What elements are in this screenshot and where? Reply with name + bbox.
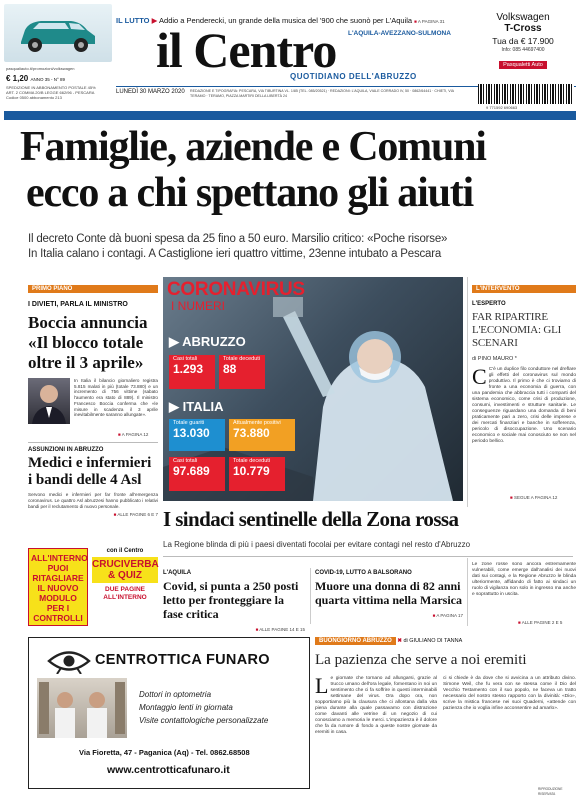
postal-line-2: ART. 2 COMMA 20/B LEGGE 662/96 - PESCARA: [6, 90, 95, 95]
editorial-address: REDAZIONE E TIPOGRAFIA: PESCARA, VIA TIBURTINA VL. 1/85 (TEL. 085/20521) · REDAZIONI: L'AQUILA, VIALE CORRADO IV, 50 · 0862/64441 · CHIETI, VIA TERAMO · TERAMO, PIAZZA MARTIRI DELLA LIBERTÀ 24: [190, 89, 454, 98]
masthead-title: il Centro: [156, 22, 337, 78]
masthead-logo[interactable]: [156, 22, 337, 78]
italia-positivi-box: [229, 419, 295, 451]
sindaci-ref: ■ ALLE PAGINE 2 E 5: [518, 620, 562, 625]
ad-name: CENTROTTICA FUNARO: [95, 652, 270, 668]
aquila-article[interactable]: [163, 570, 305, 632]
buongiorno-col-2: ci si chiede è da dove che si avvicina a un attributo divino. Simone Weil, che fu vera con se stessa come il Dio del Vecchio Testamento con il suo popolo, ne faceva un tratto necessario del nostro stesso rapporto con la divinità: «Dio», scrive la mistica francese nei suoi Quaderni, «attende con pazienza che io voglia infine acconsentire ad amarlo».: [443, 676, 576, 711]
primo-piano-text: In Italia il bilancio giornaliero registra 5.815 malati in più (totale 73.880) e un incremento di 756 vittime (sabato l'aumento era stato di 889). Il ministro Francesco Boccia conferma che «le misure in scadenza il 3 aprile inevitabilmente saranno allungate».: [74, 378, 158, 418]
ad-price: Tua da € 17.900: [492, 36, 554, 46]
ad-website[interactable]: www.centrotticafunaro.it: [107, 764, 230, 776]
price-value: € 1,20: [6, 74, 29, 83]
promo-title: CRUCIVERBA & QUIZ: [92, 559, 159, 581]
lutto-label: IL LUTTO: [116, 16, 150, 25]
ad-credit: pasqualiauto.it/promozioni/volkswagen: [6, 66, 75, 71]
ad-service-3: Visite contattologiche personalizzate: [139, 716, 269, 725]
headline-sub-1: Il decreto Conte dà buoni spesa da 25 fino a 50 euro. Marsilio critico: «Poche risorse»: [28, 233, 448, 245]
barcode-number: 9 771592 690663: [486, 105, 518, 110]
asl-ref: ■ ALLE PAGINE 6 E 7: [28, 512, 158, 517]
italia-positivi-label: Attualmente positivi: [233, 420, 281, 426]
headline-subtitle: [28, 232, 573, 262]
aquila-kicker: L'AQUILA: [163, 570, 192, 576]
column-divider: [467, 277, 468, 507]
asl-text: Servono medici e infermieri per far fronte all'emergenza coronavirus. Le quattro Asl abruzzesi hanno pubblicato i relativi bandi per il reclutamento di nuovo personale.: [28, 492, 158, 509]
price: [6, 74, 65, 83]
balsorano-article[interactable]: [315, 570, 463, 618]
sindaci-column-text: Le zone rosse sono ancora estremamente vulnerabili, come emerge dall'analisi dei nuovi dati sui contagi, e la Regione Abruzzo le blinda ulteriormente, affidando di fatto ai sindaci un ruolo di vigilanza non solo in ingresso ma anche e soprattutto in uscita.: [472, 562, 576, 597]
website-bar[interactable]: [4, 111, 576, 126]
primo-piano-tag: PRIMO PIANO: [28, 285, 158, 293]
headline-line-1: Famiglie, aziende e Comuni: [20, 124, 486, 170]
promo-pages: DUE PAGINE ALL'INTERNO: [103, 586, 147, 601]
buongiorno-body-1: e giornate che tornano ad allungarsi, grazie al trucco umano dell'ora legale, fomentano in noi un sentimento che ci fa soffrire in questi interminabili settimane del virus. Ora dopo ora, non sopportiamo più la clausura che ci allontana dalla vita piena durante alla quale passavamo con distrazione come davanti alle vetrine di un negozio di cui conosciamo a memoria le merci. L'impazienza è il dolore che fa da rumore di fondo a queste nostre giornate da eremiti in casa.: [315, 676, 437, 735]
abruzzo-deceduti-box: [219, 355, 265, 389]
intervento-tag: L'INTERVENTO: [472, 285, 576, 293]
buongiorno-credit: RIPRODUZIONE RISERVATA: [538, 787, 563, 796]
asl-section[interactable]: [28, 447, 158, 517]
ad-store-photo: [37, 678, 127, 738]
ad-info: Info: 085 44697400: [501, 47, 545, 53]
primo-piano-title: Boccia annuncia «Il blocco totale oltre il 3 aprile»: [28, 313, 148, 372]
intervento-title: FAR RIPARTIRE L'ECONOMIA: GLI SCENARI: [472, 311, 562, 349]
issue-date: LUNEDÌ 30 MARZO 2020: [116, 89, 185, 95]
main-headline[interactable]: [20, 124, 565, 216]
asl-title: Medici e infermieri i bandi delle 4 Asl: [28, 455, 152, 488]
balsorano-title: Muore una donna di 82 anni quarta vittima nella Marsica: [315, 579, 462, 607]
corona-subtitle: I NUMERI: [171, 299, 225, 313]
italia-casi-label: Casi totali: [173, 458, 198, 464]
aquila-ref: ■ ALLE PAGINE 14 E 15: [163, 627, 305, 632]
x-mark-icon: ✖: [397, 638, 402, 644]
eye-logo-icon: [47, 648, 91, 674]
promo-modulo[interactable]: [28, 548, 88, 626]
promo-cruciverba[interactable]: [92, 548, 158, 626]
sindaci-subtitle: La Regione blinda di più i paesi diventati focolai per evitare contagi nel resto d'Abruzzo: [163, 540, 471, 549]
boccia-photo: [28, 378, 70, 424]
intervento-author: di PINO MAURO *: [472, 356, 517, 362]
masthead-subtitle: QUOTIDIANO DELL'ABRUZZO: [290, 72, 417, 81]
column-divider: [310, 568, 311, 624]
lutto-ref: ■ A PAGINA 31: [414, 19, 444, 24]
intervento-kicker: L'ESPERTO: [472, 301, 506, 307]
postal-line-3: Codice 0500 abbonamento 213: [6, 95, 62, 100]
abruzzo-text: ABRUZZO: [182, 334, 246, 349]
ad-car-left[interactable]: [4, 4, 112, 62]
buongiorno-section[interactable]: [315, 637, 577, 669]
ad-services: [139, 688, 268, 727]
postal-info: [6, 85, 106, 100]
ad-service-2: Montaggio lenti in giornata: [139, 703, 233, 712]
abruzzo-casi-value: 1.293: [173, 362, 204, 376]
ad-model: T-Cross: [504, 23, 542, 34]
masthead-cities: L'AQUILA-AVEZZANO-SULMONA: [348, 30, 451, 37]
headline-line-2: ecco a chi spettano gli aiuti: [26, 170, 473, 216]
buongiorno-col-1: [315, 673, 437, 736]
buongiorno-author: di GIULIANO DI TANNA: [403, 638, 463, 644]
aquila-title: Covid, si punta a 250 posti letto per fronteggiare la fase critica: [163, 579, 299, 621]
italia-label: ▶ ITALIA: [169, 399, 224, 414]
corona-title: CORONAVIRUS: [167, 279, 305, 300]
primo-piano-ref: ■ A PAGINA 12: [118, 432, 148, 437]
intervento-text: [472, 364, 576, 445]
intervento-section[interactable]: [472, 277, 576, 445]
ad-dealer: Pasqualetti Auto: [499, 61, 547, 69]
ad-right[interactable]: [470, 12, 576, 82]
buongiorno-tag: BUONGIORNO ABRUZZO: [315, 637, 396, 645]
person-icon: [28, 378, 70, 424]
italia-deceduti-value: 10.779: [233, 464, 270, 478]
italia-casi-value: 97.689: [173, 464, 210, 478]
italia-guariti-box: [169, 419, 225, 451]
column-divider: [467, 558, 468, 626]
ad-address: Via Fioretta, 47 - Paganica (Aq) - Tel. 0862.68508: [79, 748, 250, 757]
sindaci-title[interactable]: I sindaci sentinelle della Zona rossa: [163, 507, 459, 531]
ad-centrottica[interactable]: [28, 637, 310, 789]
issue-number: ANNO 35 - N° 89: [30, 77, 66, 82]
italia-text: ITALIA: [182, 399, 224, 414]
italia-guariti-value: 13.030: [173, 426, 210, 440]
postal-line-1: SPEDIZIONE IN ABBONAMENTO POSTALE 45%: [6, 85, 96, 90]
abruzzo-label: ▶ ABRUZZO: [169, 334, 246, 349]
drop-cap-l: L: [315, 673, 329, 698]
balsorano-ref: ■ A PAGINA 17: [315, 613, 463, 618]
buongiorno-title: La pazienza che serve a noi eremiti: [315, 652, 527, 668]
coronavirus-panel[interactable]: [163, 277, 463, 501]
barcode: [478, 84, 574, 104]
promo-with: con il Centro: [106, 548, 144, 554]
promo-modulo-text: ALL'INTERNO PUOI RITAGLIARE IL NUOVO MODULO PER I CONTROLLI: [31, 553, 88, 623]
balsorano-kicker: COVID-19, LUTTO A BALSORANO: [315, 570, 412, 576]
primo-piano-kicker: I DIVIETI, PARLA IL MINISTRO: [28, 301, 128, 308]
italia-deceduti-label: Totale deceduti: [233, 458, 270, 464]
drop-cap: C: [472, 364, 487, 389]
buongiorno-header: [315, 637, 577, 645]
abruzzo-casi-box: [169, 355, 215, 389]
italia-positivi-value: 73.880: [233, 426, 270, 440]
lutto-text: Addio a Penderecki, un grande della musica del '900 che suonò per L'Aquila: [159, 16, 413, 25]
abruzzo-casi-label: Casi totali: [173, 356, 198, 362]
divider: [28, 442, 158, 443]
ad-service-1: Dottori in optometria: [139, 690, 212, 699]
car-image-icon: [15, 14, 101, 56]
headline-sub-2: In Italia calano i contagi. A Castiglione ieri quattro vittime, 23enne intubato a Pescara: [28, 248, 442, 260]
divider: [163, 556, 573, 557]
italia-casi-box: [169, 457, 225, 491]
intervento-body: C'è un duplice filo conduttore nel dreflare gli effetti del coronavirus sul mondo produttivo. Il primo è che ci troviamo di fronte a una economia di guerra, con una pandemia che abbraccia tutti i comparti del sistema economico, come crisi di produzione, consumi, investimenti e strutture sanitarie. Le conseguenze riguardano una domanda di beni praticamente pari a zero, crisi delle imprese e dei mercati finanziari e banche in sofferenza, pericolo di disoccupazione. Uno scenario economico e sociale mai conosciuto se non nel periodo bellico.: [472, 367, 576, 444]
lutto-arrow-icon: ▶: [151, 16, 158, 25]
intervento-ref: ■ SEGUE A PAGINA 12: [510, 495, 557, 500]
staff-photo-icon: [37, 678, 127, 738]
ad-brand: Volkswagen: [496, 12, 550, 23]
italia-guariti-label: Totale guariti: [173, 420, 205, 426]
website-link[interactable]: www.ilcentro.it: [6, 120, 45, 126]
primo-piano-section[interactable]: [28, 277, 158, 373]
abruzzo-deceduti-value: 88: [223, 362, 237, 376]
asl-kicker: ASSUNZIONI IN ABRUZZO: [28, 447, 104, 453]
abruzzo-deceduti-label: Totale deceduti: [223, 356, 260, 362]
italia-deceduti-box: [229, 457, 285, 491]
